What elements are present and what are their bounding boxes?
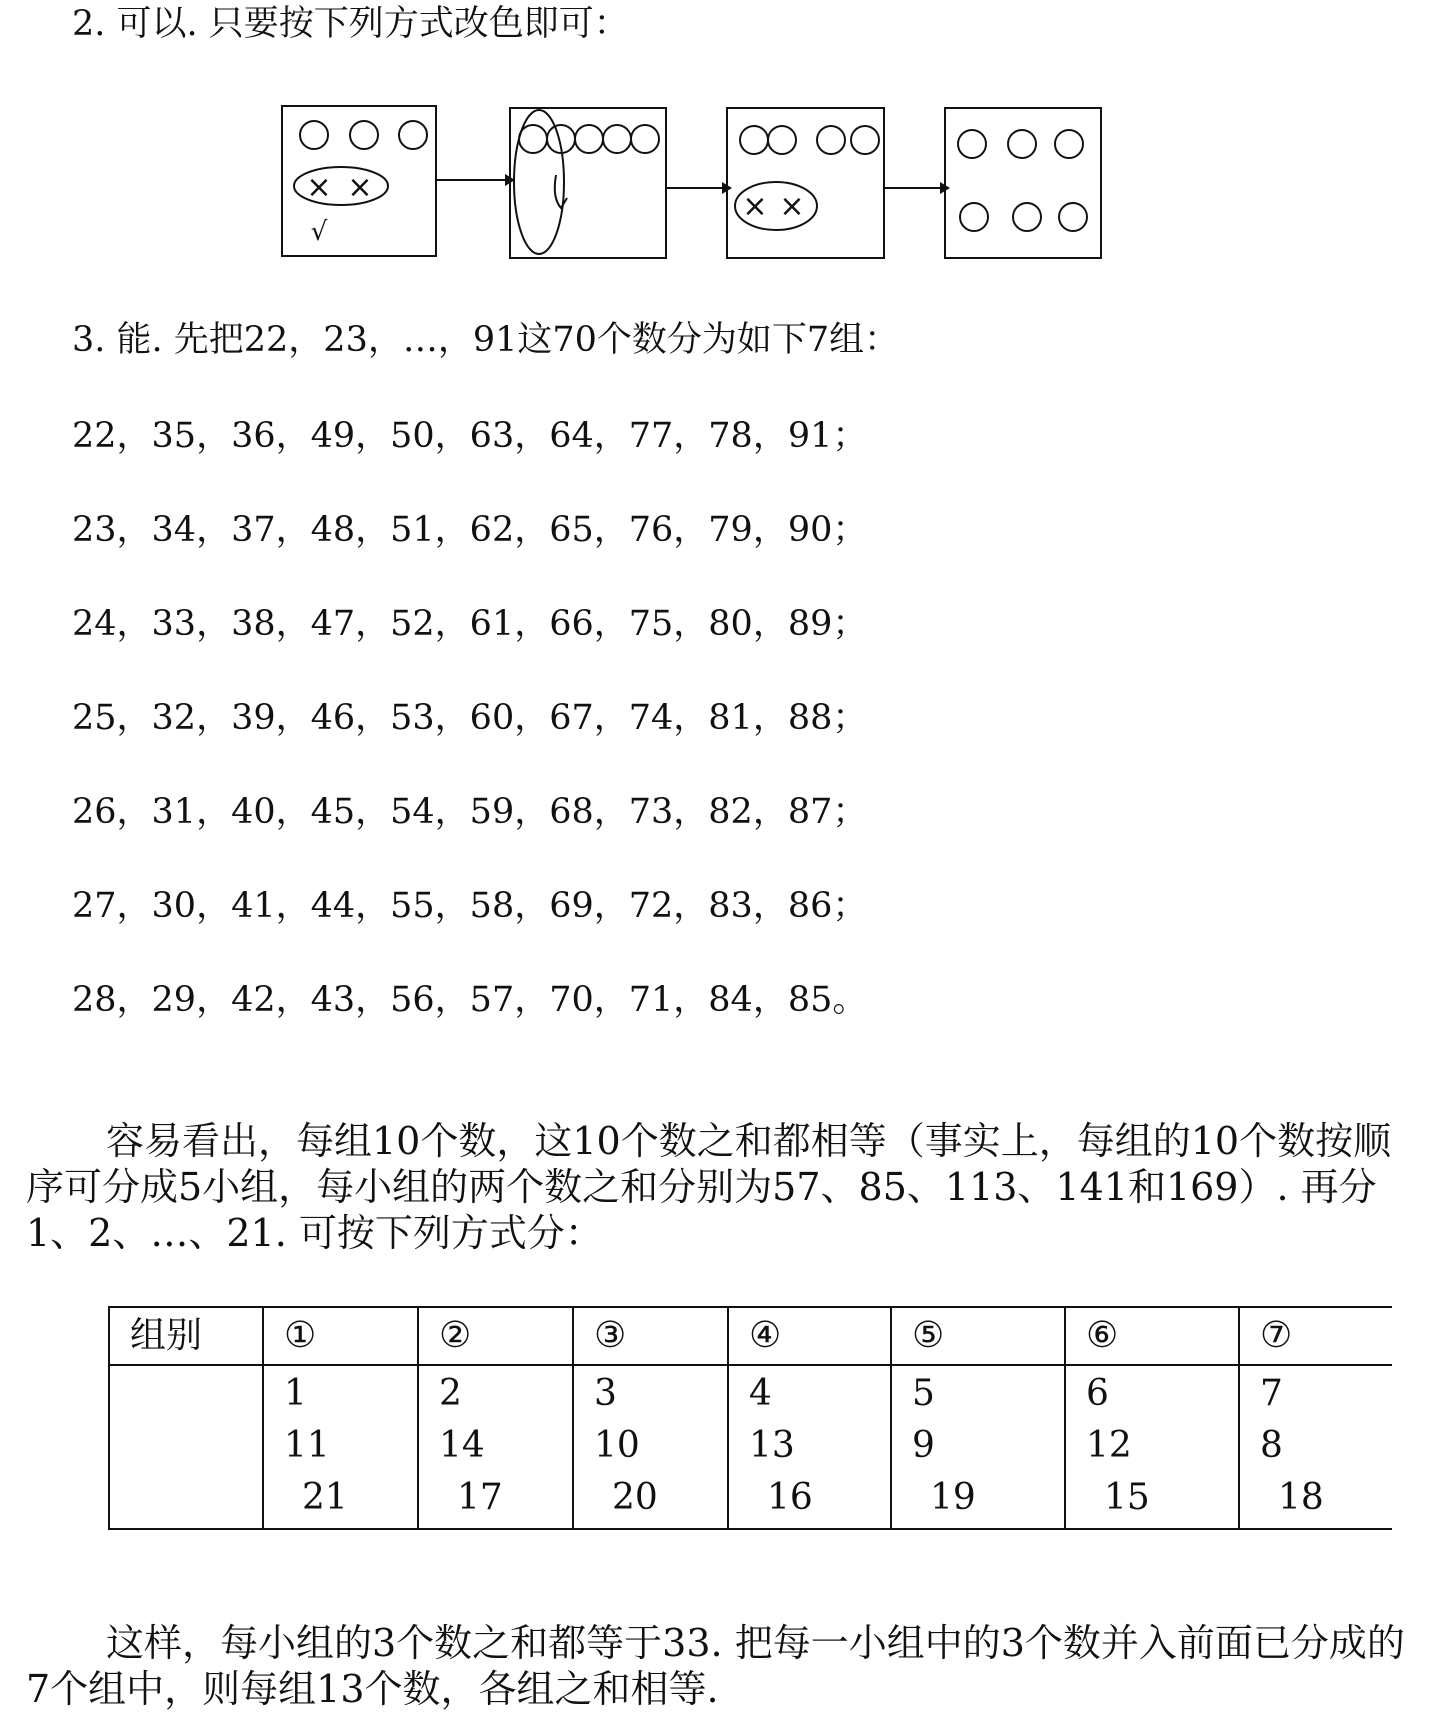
circle [817,126,845,154]
cell-value: 15 [1104,1477,1150,1518]
column-header: ⑤ [891,1307,1065,1365]
group-line: 25，32，39，46，53，60，67，74，81，88； [72,698,868,738]
cell-value: 13 [749,1425,795,1466]
cell-value: 4 [749,1373,772,1414]
cell-value: 18 [1278,1477,1324,1518]
circle [350,121,378,149]
cell-value: 19 [930,1477,976,1518]
circle [575,125,603,153]
circle [1059,203,1087,231]
circle [631,125,659,153]
cell-value: 5 [912,1373,935,1414]
column-header: ④ [728,1307,891,1365]
cell-value: 12 [1086,1425,1132,1466]
grouping-table [108,1306,1392,1530]
empty-cell [109,1365,263,1529]
check-mark: √ [310,217,328,247]
group-line: 28，29，42，43，56，57，70，71，84，85。 [72,980,868,1020]
circle [958,130,986,158]
heading-item-3: 3. 能. 先把22，23，…，91这70个数分为如下7组： [72,320,900,360]
cross-mark: × [742,189,768,224]
cell-value: 6 [1086,1373,1109,1414]
group-line: 23，34，37，48，51，62，65，76，79，90； [72,510,868,550]
diagram-box-2 [510,108,666,258]
column-header: ⑦ [1239,1307,1392,1365]
cell-value: 20 [612,1477,658,1518]
column-header: ① [263,1307,418,1365]
circle [519,125,547,153]
circle [960,203,988,231]
cell-value: 8 [1260,1425,1283,1466]
table-cell [891,1365,1065,1529]
group-line: 27，30，41，44，55，58，69，72，83，86； [72,886,868,926]
diagram-box-3 [727,108,884,258]
cell-value: 1 [284,1373,307,1414]
explanation-paragraph [26,1118,1426,1256]
circle [300,121,328,149]
column-header: ⑥ [1065,1307,1239,1365]
table-row [109,1365,1392,1529]
cross-mark: × [306,170,332,205]
cell-value: 21 [302,1477,348,1518]
circle [768,126,796,154]
cell-value: 3 [594,1373,617,1414]
group-line: 26，31，40，45，54，59，68，73，82，87； [72,792,868,832]
circle [1013,203,1041,231]
group-line: 22，35，36，49，50，63，64，77，78，91； [72,416,868,456]
table-cell [728,1365,891,1529]
circle [1008,130,1036,158]
curl-arrow-icon [555,175,567,208]
cross-mark: × [779,189,805,224]
conclusion-paragraph [26,1620,1426,1712]
cell-value: 11 [284,1425,330,1466]
selection-ellipse [514,110,564,254]
cell-value: 10 [594,1425,640,1466]
cell-value: 17 [457,1477,503,1518]
table-cell [1239,1365,1392,1529]
circle [740,126,768,154]
table-cell [1065,1365,1239,1529]
cell-value: 9 [912,1425,935,1466]
cell-value: 2 [439,1373,462,1414]
table-header-row [109,1307,1392,1365]
cross-mark: × [347,170,373,205]
circle [399,121,427,149]
cell-value: 7 [1260,1373,1283,1414]
column-header: ③ [573,1307,728,1365]
table-header-label: 组别 [109,1307,263,1365]
paragraph-text: 这样，每小组的3个数之和都等于33. 把每一小组中的3个数并入前面已分成的7个组中，则每组13个数，各组之和相等. [26,1621,1405,1711]
cell-value: 16 [767,1477,813,1518]
table-cell [418,1365,573,1529]
table-cell [263,1365,418,1529]
column-header: ② [418,1307,573,1365]
group-line: 24，33，38，47，52，61，66，75，80，89； [72,604,868,644]
circle [851,126,879,154]
paragraph-text: 容易看出，每组10个数，这10个数之和都相等（事实上，每组的10个数按顺序可分成5小组，每小组的两个数之和分别为57、85、113、141和169）. 再分1、2、…、21. 可按下列方式分： [26,1119,1392,1255]
heading-item-2: 2. 可以. 只要按下列方式改色即可： [72,4,629,44]
circle [603,125,631,153]
table-cell [573,1365,728,1529]
cell-value: 14 [439,1425,485,1466]
circle [1055,130,1083,158]
recolor-diagram [0,0,1448,300]
